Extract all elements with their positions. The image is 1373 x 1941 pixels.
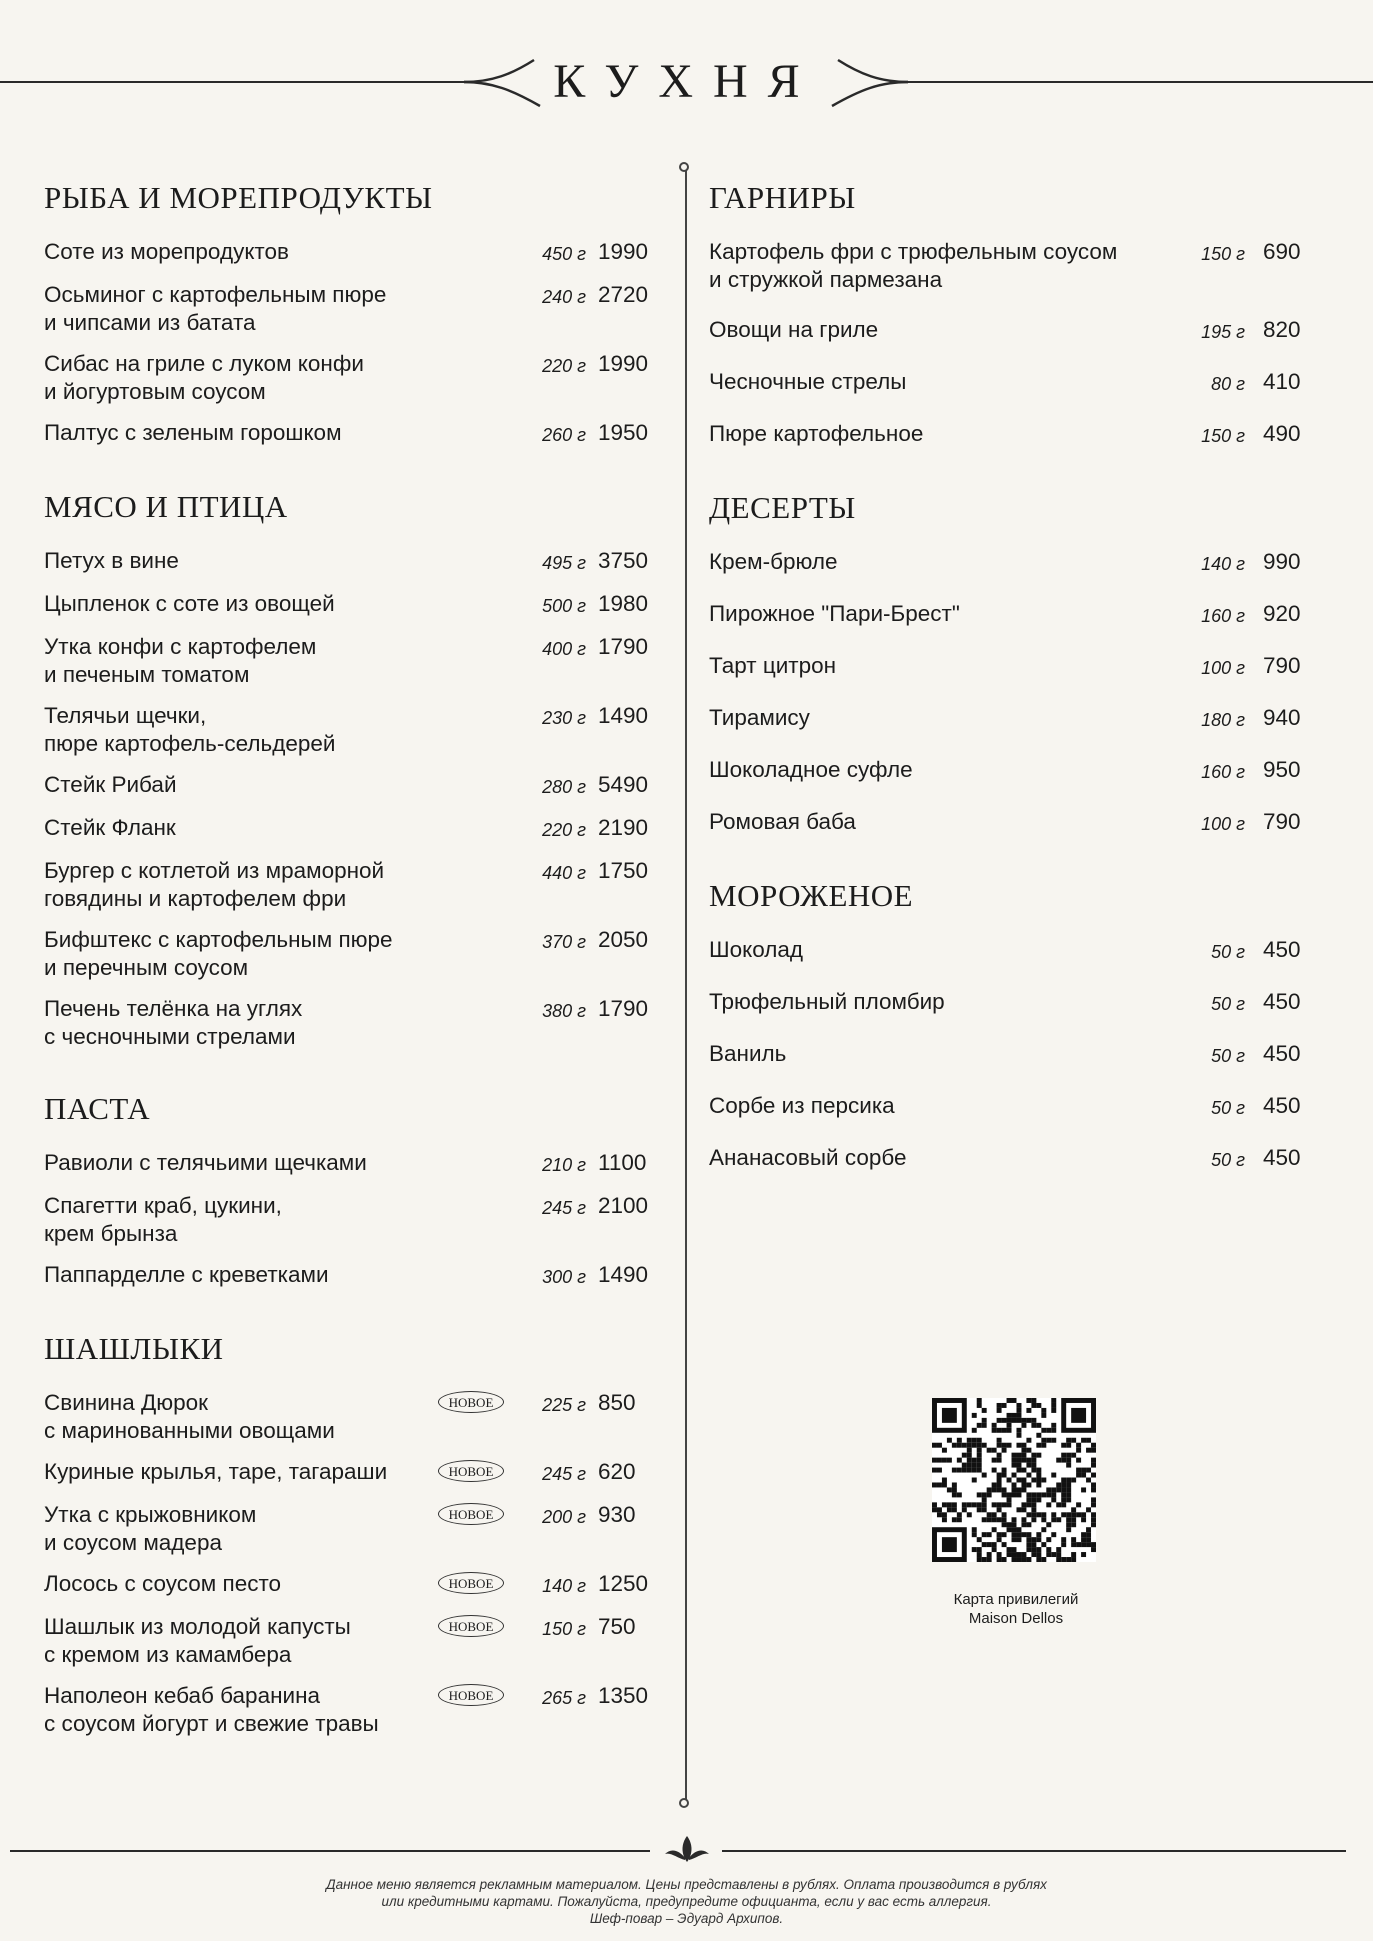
menu-section (709, 488, 1329, 838)
item-name: Пирожное "Пари-Брест" (709, 601, 960, 626)
menu-item (44, 1682, 664, 1738)
item-name: Петух в вине (44, 548, 179, 573)
menu-item (44, 281, 664, 337)
menu-item (709, 704, 1329, 734)
item-price: 620 (598, 1459, 636, 1484)
item-price: 1990 (598, 351, 649, 376)
menu-section (44, 487, 664, 1051)
item-price: 1950 (598, 420, 649, 445)
menu-item (44, 995, 664, 1051)
item-weight: 160 г (1201, 762, 1245, 782)
item-weight: 100 г (1201, 658, 1245, 678)
menu-item (709, 368, 1329, 398)
item-price: 930 (598, 1502, 636, 1527)
item-price: 1990 (598, 239, 649, 264)
section-title: ПАСТА (44, 1091, 151, 1126)
divider-top-dot (679, 162, 689, 172)
section-title: ДЕСЕРТЫ (709, 490, 856, 525)
menu-item (44, 1261, 664, 1291)
item-weight: 200 г (542, 1507, 586, 1527)
item-price: 450 (1263, 989, 1301, 1014)
item-weight: 220 г (542, 820, 586, 840)
item-price: 3750 (598, 548, 649, 573)
section-title: РЫБА И МОРЕПРОДУКТЫ (44, 180, 433, 215)
menu-item (709, 420, 1329, 450)
new-badge: НОВОЕ (438, 1572, 504, 1594)
menu-item (44, 547, 664, 577)
menu-item (709, 600, 1329, 630)
menu-item (44, 1570, 664, 1600)
item-price: 490 (1263, 421, 1301, 446)
item-name: Шоколадное суфле (709, 757, 913, 782)
section-title: МОРОЖЕНОЕ (709, 878, 914, 913)
item-weight: 230 г (542, 708, 586, 728)
item-name: Трюфельный пломбир (709, 989, 945, 1014)
item-price: 820 (1263, 317, 1301, 342)
new-badge: НОВОЕ (438, 1503, 504, 1525)
item-weight: 50 г (1211, 1046, 1245, 1066)
menu-item (44, 926, 664, 982)
item-weight: 80 г (1211, 374, 1245, 394)
qr-code-icon (932, 1398, 1096, 1562)
menu-header (0, 48, 1373, 118)
item-name: Стейк Фланк (44, 815, 176, 840)
item-name: Спагетти краб, цукини, крем брынза (44, 1193, 282, 1246)
menu-section (709, 876, 1329, 1174)
item-price: 990 (1263, 549, 1301, 574)
menu-item (709, 808, 1329, 838)
new-badge: НОВОЕ (438, 1460, 504, 1482)
right-column (709, 178, 1329, 1212)
item-name: Тирамису (709, 705, 810, 730)
item-name: Равиоли с телячьими щечками (44, 1150, 367, 1175)
item-name: Бифштекс с картофельным пюре и перечным соусом (44, 927, 393, 980)
item-weight: 495 г (542, 553, 586, 573)
item-weight: 500 г (542, 596, 586, 616)
item-name: Ваниль (709, 1041, 787, 1066)
item-name: Свинина Дюрок с маринованными овощами (44, 1390, 335, 1443)
item-weight: 50 г (1211, 1098, 1245, 1118)
item-price: 450 (1263, 1093, 1301, 1118)
item-weight: 280 г (542, 777, 586, 797)
item-weight: 195 г (1201, 322, 1245, 342)
divider-bottom-dot (679, 1798, 689, 1808)
item-weight: 140 г (542, 1576, 586, 1596)
menu-item (709, 756, 1329, 786)
item-weight: 50 г (1211, 994, 1245, 1014)
footer-rule-right (722, 1850, 1346, 1852)
menu-item (44, 1149, 664, 1179)
item-weight: 140 г (1201, 554, 1245, 574)
menu-item (709, 316, 1329, 346)
item-price: 2190 (598, 815, 649, 840)
item-name: Палтус с зеленым горошком (44, 420, 342, 445)
ornament-icon (661, 1832, 713, 1868)
item-price: 1100 (598, 1150, 647, 1175)
column-divider (685, 170, 687, 1802)
page-title: КУХНЯ (553, 55, 820, 108)
item-weight: 260 г (542, 425, 586, 445)
menu-item (709, 238, 1329, 294)
item-name: Тарт цитрон (709, 653, 837, 678)
item-name: Соте из морепродуктов (44, 239, 289, 264)
menu-section (44, 1329, 664, 1738)
item-price: 410 (1263, 369, 1301, 394)
item-weight: 50 г (1211, 1150, 1245, 1170)
footer-disclaimer: Данное меню является рекламным материалом. Цены представлены в рублях. Оплата производится в рублях или кредитными картами. Пожалуйста, предупредите официанта, если у вас есть аллергия. Шеф-повар – Эдуард Архипов. (326, 1877, 1047, 1926)
item-price: 1790 (598, 996, 649, 1021)
item-name: Печень телёнка на углях с чесночными стрелами (44, 996, 303, 1049)
item-price: 690 (1263, 239, 1301, 264)
item-name: Наполеон кебаб баранина с соусом йогурт и свежие травы (44, 1683, 379, 1736)
item-weight: 450 г (542, 244, 586, 264)
item-price: 1490 (598, 703, 649, 728)
menu-item (709, 548, 1329, 578)
item-price: 450 (1263, 1145, 1301, 1170)
item-weight: 50 г (1211, 942, 1245, 962)
item-weight: 160 г (1201, 606, 1245, 626)
item-price: 2720 (598, 282, 649, 307)
item-price: 790 (1263, 653, 1301, 678)
item-name: Утка с крыжовником и соусом мадера (44, 1502, 257, 1555)
menu-item (44, 238, 664, 268)
item-name: Овощи на гриле (709, 317, 879, 342)
item-name: Шашлык из молодой капусты с кремом из камамбера (44, 1614, 351, 1667)
menu-item (709, 1040, 1329, 1070)
item-weight: 220 г (542, 356, 586, 376)
item-name: Бургер с котлетой из мраморной говядины и картофелем фри (44, 858, 385, 911)
section-title: ШАШЛЫКИ (44, 1331, 224, 1366)
item-name: Сибас на гриле с луком конфи и йогуртовым соусом (44, 351, 364, 404)
item-weight: 180 г (1201, 710, 1245, 730)
menu-item (44, 1501, 664, 1557)
item-name: Ромовая баба (709, 809, 856, 834)
item-weight: 380 г (542, 1001, 586, 1021)
item-price: 940 (1263, 705, 1301, 730)
menu-item (44, 350, 664, 406)
item-weight: 150 г (1201, 426, 1245, 446)
menu-section (44, 178, 664, 449)
item-weight: 245 г (542, 1464, 586, 1484)
item-price: 1980 (598, 591, 649, 616)
footer-rule-left (10, 1850, 650, 1852)
item-weight: 265 г (542, 1688, 586, 1708)
item-price: 790 (1263, 809, 1301, 834)
menu-section (44, 1089, 664, 1291)
menu-item (709, 1144, 1329, 1174)
item-name: Осьминог с картофельным пюре и чипсами из батата (44, 282, 387, 335)
menu-item (44, 1192, 664, 1248)
new-badge: НОВОЕ (438, 1391, 504, 1413)
section-title: МЯСО И ПТИЦА (44, 489, 288, 524)
item-price: 850 (598, 1390, 636, 1415)
menu-item (44, 771, 664, 801)
menu-item (44, 1613, 664, 1669)
item-name: Стейк Рибай (44, 772, 177, 797)
item-name: Куриные крылья, таре, тагараши (44, 1459, 388, 1484)
item-price: 2050 (598, 927, 649, 952)
item-weight: 150 г (1201, 244, 1245, 264)
item-price: 1750 (598, 858, 649, 883)
item-price: 450 (1263, 937, 1301, 962)
item-price: 2100 (598, 1193, 649, 1218)
menu-item (44, 1458, 664, 1488)
menu-item (44, 702, 664, 758)
menu-item (709, 652, 1329, 682)
item-price: 1350 (598, 1683, 649, 1708)
item-name: Цыпленок с соте из овощей (44, 591, 335, 616)
left-column (44, 178, 664, 1776)
item-weight: 240 г (542, 287, 586, 307)
item-name: Крем-брюле (709, 549, 838, 574)
item-name: Картофель фри с трюфельным соусом и стружкой пармезана (709, 239, 1118, 292)
menu-item (44, 633, 664, 689)
item-price: 5490 (598, 772, 649, 797)
item-weight: 300 г (542, 1267, 586, 1287)
menu-item (709, 988, 1329, 1018)
item-weight: 370 г (542, 932, 586, 952)
item-price: 1790 (598, 634, 649, 659)
menu-item (709, 1092, 1329, 1122)
item-name: Пюре картофельное (709, 421, 924, 446)
item-name: Сорбе из персика (709, 1093, 895, 1118)
item-name: Лосось с соусом песто (44, 1571, 282, 1596)
qr-caption: Карта привилегий Maison Dellos (953, 1591, 1079, 1627)
item-name: Шоколад (709, 937, 804, 962)
new-badge: НОВОЕ (438, 1615, 504, 1637)
menu-section (709, 178, 1329, 450)
menu-item (44, 590, 664, 620)
item-price: 1250 (598, 1571, 649, 1596)
item-weight: 400 г (542, 639, 586, 659)
item-weight: 100 г (1201, 814, 1245, 834)
item-price: 750 (598, 1614, 636, 1639)
new-badge: НОВОЕ (438, 1684, 504, 1706)
item-name: Чесночные стрелы (709, 369, 907, 394)
item-weight: 210 г (542, 1155, 586, 1175)
header-rule-right (906, 81, 1373, 83)
menu-item (44, 814, 664, 844)
item-weight: 245 г (542, 1198, 586, 1218)
menu-item (709, 936, 1329, 966)
item-price: 1490 (598, 1262, 649, 1287)
item-name: Паппарделле с креветками (44, 1262, 329, 1287)
flourish-right-icon (822, 56, 910, 110)
item-weight: 150 г (542, 1619, 586, 1639)
item-name: Телячьи щечки, пюре картофель-сельдерей (44, 703, 336, 756)
item-price: 920 (1263, 601, 1301, 626)
item-weight: 440 г (542, 863, 586, 883)
menu-item (44, 419, 664, 449)
item-price: 450 (1263, 1041, 1301, 1066)
item-name: Ананасовый сорбе (709, 1145, 907, 1170)
item-weight: 225 г (542, 1395, 586, 1415)
item-name: Утка конфи с картофелем и печеным томатом (44, 634, 317, 687)
menu-item (44, 1389, 664, 1445)
section-title: ГАРНИРЫ (709, 180, 856, 215)
menu-item (44, 857, 664, 913)
item-price: 950 (1263, 757, 1301, 782)
